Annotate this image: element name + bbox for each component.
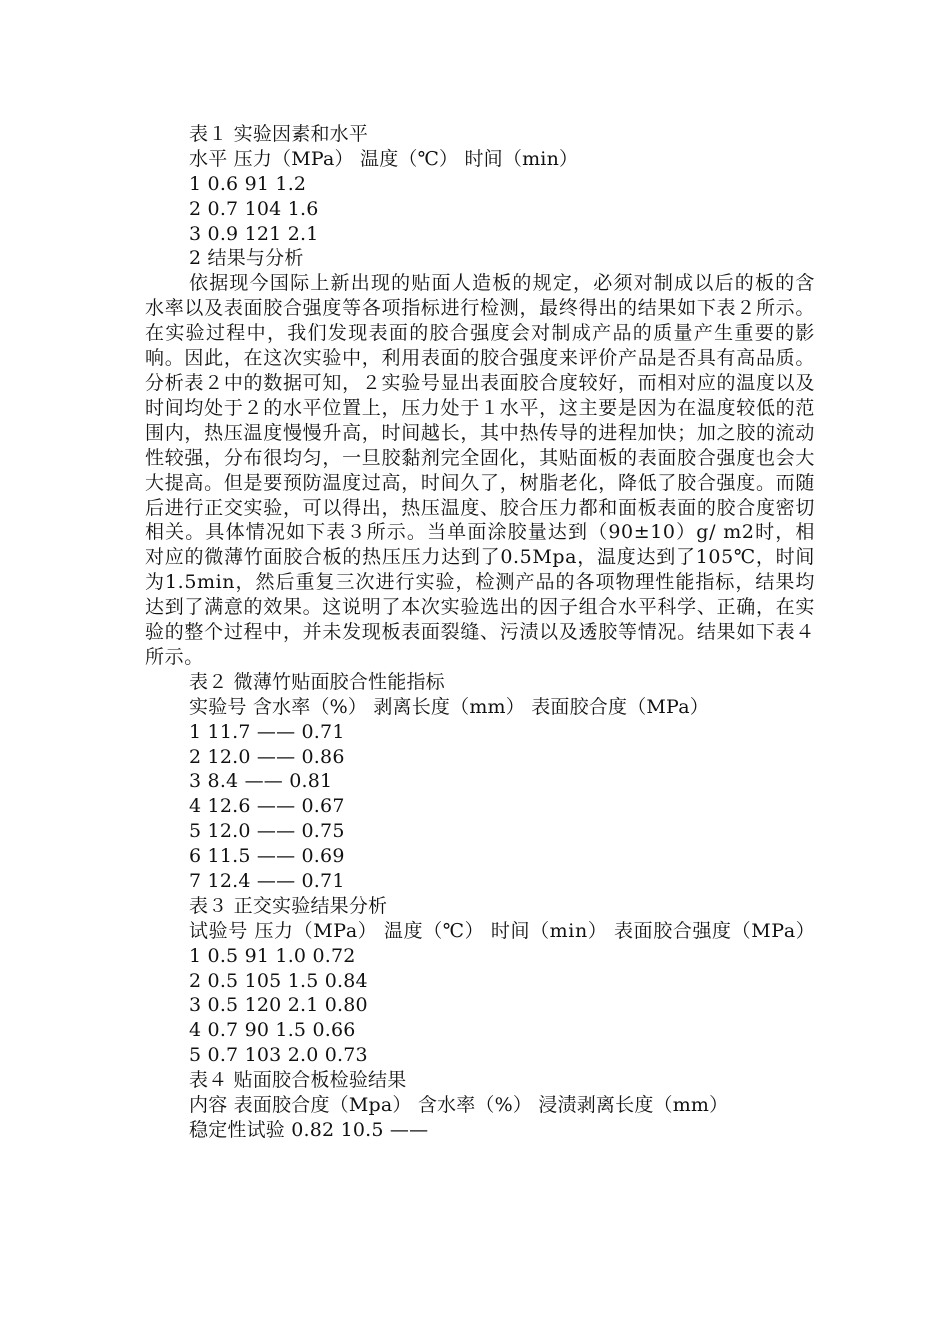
table4-header: 内容 表面胶合度（Mpa） 含水率（%） 浸渍剥离长度（mm）: [189, 1094, 729, 1116]
table1-row: 2 0.7 104 1.6: [189, 197, 319, 220]
table2-row: 5 12.0 —— 0.75: [189, 820, 345, 843]
table3-row: 5 0.7 103 2.0 0.73: [189, 1044, 368, 1067]
table1-row: 3 0.9 121 2.1: [189, 222, 319, 245]
table2-row: 3 8.4 —— 0.81: [189, 770, 333, 793]
body-paragraph: 依据现今国际上新出现的贴面人造板的规定，必须对制成以后的板的含水率以及表面胶合强度等各项指标进行检测，最终得出的结果如下表２所示。在实验过程中，我们发现表面的胶合强度会对制成产品的质量产生重要的影响。因此，在这次实验中，利用表面的胶合强度来评价产品是否具有高品质。分析表２中的数据可知，２实验号显出表面胶合度较好，而相对应的温度以及时间均处于２的水平位置上，压力处于１水平，这主要是因为在温度较低的范围内，热压温度慢慢升高，时间越长，其中热传导的进程加快；加之胶的流动性较强，分布很均匀，一旦胶黏剂完全固化，其贴面板的表面胶合强度也会大大提高。但是要预防温度过高，时间久了，树脂老化，降低了胶合强度。而随后进行正交实验，可以得出，热压温度、胶合压力都和面板表面的胶合度密切相关。具体情况如下表３所示。当单面涂胶量达到（90±10）g/ m2时，相对应的微薄竹面胶合板的热压压力达到了0.5Mpa，温度达到了105℃，时间为1.5min，然后重复三次进行实验，检测产品的各项物理性能指标，结果均达到了满意的效果。这说明了本次实验选出的因子组合水平科学、正确，在实验的整个过程中，并未发现板表面裂缝、污渍以及透胶等情况。结果如下表４所示。: [145, 272, 815, 668]
table2-row: 1 11.7 —— 0.71: [189, 720, 345, 743]
table3-title: 表３ 正交实验结果分析: [189, 894, 388, 917]
table2-row: 7 12.4 —— 0.71: [189, 869, 345, 892]
table4-title: 表４ 贴面胶合板检验结果: [189, 1069, 407, 1092]
table1-title: 表１ 实验因素和水平: [189, 123, 369, 145]
section-heading: 2 结果与分析: [189, 247, 304, 270]
table3-row: 2 0.5 105 1.5 0.84: [189, 969, 368, 992]
table2-row: 6 11.5 —— 0.69: [189, 845, 345, 868]
table2-row: 2 12.0 —— 0.86: [189, 745, 345, 768]
table3-row: 3 0.5 120 2.1 0.80: [189, 994, 368, 1017]
table2-title: 表２ 微薄竹贴面胶合性能指标: [189, 670, 445, 693]
table3-header: 试验号 压力（MPa） 温度（℃） 时间（min） 表面胶合强度（MPa）: [189, 919, 816, 942]
table2-header: 实验号 含水率（%） 剥离长度（mm） 表面胶合度（MPa）: [189, 695, 709, 718]
table3-row: 4 0.7 90 1.5 0.66: [189, 1019, 356, 1042]
table1-header: 水平 压力（MPa） 温度（℃） 时间（min）: [189, 147, 579, 170]
table1-row: 1 0.6 91 1.2: [189, 172, 307, 195]
table2-row: 4 12.6 —— 0.67: [189, 795, 345, 818]
table4-row: 稳定性试验 0.82 10.5 ——: [189, 1118, 429, 1141]
table3-row: 1 0.5 91 1.0 0.72: [189, 944, 356, 967]
document-page: [145, 122, 815, 1143]
